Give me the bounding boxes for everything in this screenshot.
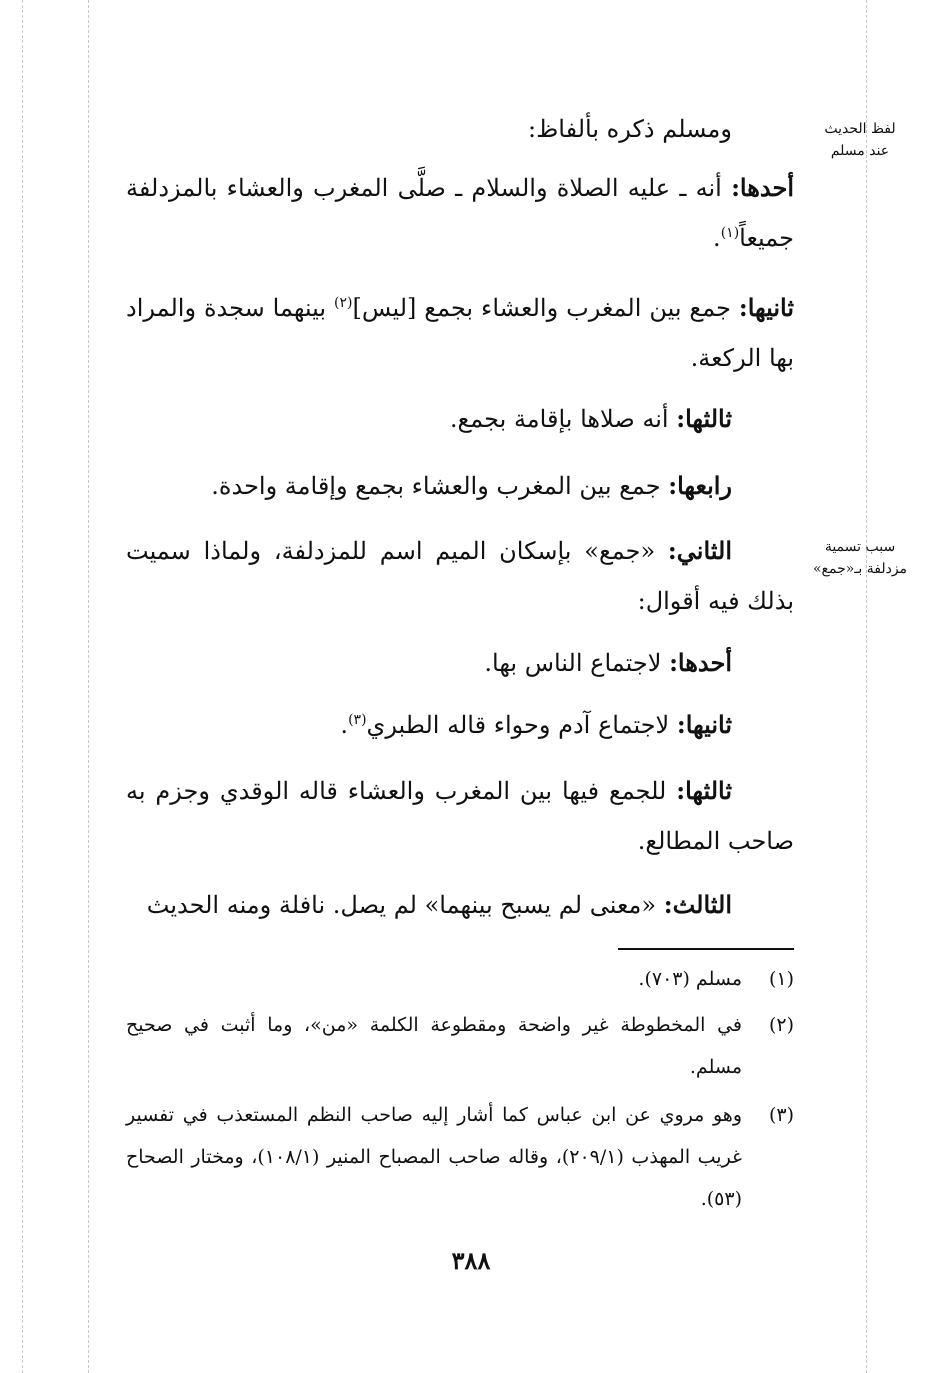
footnote-separator [618,948,794,950]
footnote-ref: (٢) [334,295,353,311]
paragraph-label: ثالثها: [676,404,732,433]
margin-note-line: مزدلفة بـ«جمع» [812,561,908,577]
paragraph-reason-three [126,766,794,866]
footnote-text: وهو مروي عن ابن عباس كما أشار إليه صاحب النظم المستعذب في تفسير غريب المهذب (٢٠٩/١)، وقاله صاحب المصباح المنير (١٠٨/١)، ومختار الصحاح (٥٣). [126,1104,742,1210]
intro-line [528,104,732,154]
margin-note-line: سبب تسمية [824,539,896,555]
footnote-1 [126,958,794,1000]
paragraph-label: ثانيها: [676,710,732,739]
scan-guide-line [866,0,867,1373]
footnote-2 [126,1004,794,1088]
paragraph-fourth-form [211,461,732,511]
paragraph-reason-one [484,638,732,688]
scan-guide-line [22,0,23,1373]
footnote-text: مسلم (٧٠٣). [638,968,742,990]
paragraph-third-point [147,880,732,930]
footnote-ref: (١) [720,225,740,241]
margin-note-naming-reason [810,536,910,580]
paragraph-text: جمع بين المغرب والعشاء بجمع وإقامة واحدة. [211,472,669,500]
paragraph-label: أحدها: [669,648,732,677]
footnote-number: (٢) [768,1014,794,1036]
paragraph-label: ثالثها: [676,776,732,805]
footnote-ref: (٣) [348,712,367,728]
footnote-number: (١) [768,968,794,990]
paragraph-label: ثانيها: [738,293,794,322]
paragraph-naming [126,526,794,626]
paragraph-text: «معنى لم يسبح بينهما» لم يصل. نافلة ومنه الحديث [146,891,664,919]
paragraph-third-form [450,394,732,444]
paragraph-text: جمع بين المغرب والعشاء بجمع [ليس] [352,294,739,322]
paragraph-text: لاجتماع آدم وحواء قاله الطبري [366,711,677,739]
paragraph-label: رابعها: [668,471,732,500]
paragraph-end: . [713,224,721,252]
page-number: ٣٨٨ [451,1246,491,1275]
margin-note-line: لفظ الحديث [824,121,896,137]
paragraph-label: أحدها: [731,173,794,202]
paragraph-text: أنه صلاها بإقامة بجمع. [449,405,677,433]
margin-note-line: عند مسلم [830,143,890,159]
paragraph-text: لاجتماع الناس بها. [484,649,670,677]
paragraph-text: «جمع» بإسكان الميم اسم للمزدلفة، ولماذا سميت بذلك فيه أقوال: [126,537,794,615]
paragraph-second-form [126,283,794,383]
paragraph-text: أنه ـ عليه الصلاة والسلام ـ صلَّى المغرب والعشاء بالمزدلفة جميعاً [126,174,794,252]
margin-note-hadith-wording [810,118,910,162]
paragraph-label: الثاني: [667,536,732,565]
paragraph-end: بينهما سجدة والمراد بها الركعة. [126,294,794,372]
paragraph-text: للجمع فيها بين المغرب والعشاء قاله الوقدي وجزم به صاحب المطالع. [126,777,794,855]
paragraph-end: . [340,711,349,739]
intro-text: ومسلم ذكره بألفاظ: [528,115,732,143]
scan-guide-line [88,0,89,1373]
paragraph-first-form [126,163,794,263]
footnote-3 [126,1094,794,1220]
paragraph-reason-two [340,700,732,750]
footnote-text: في المخطوطة غير واضحة ومقطوعة الكلمة «من»، وما أثبت في صحيح مسلم. [126,1014,742,1078]
paragraph-label: الثالث: [663,890,732,919]
footnote-number: (٣) [768,1104,794,1126]
